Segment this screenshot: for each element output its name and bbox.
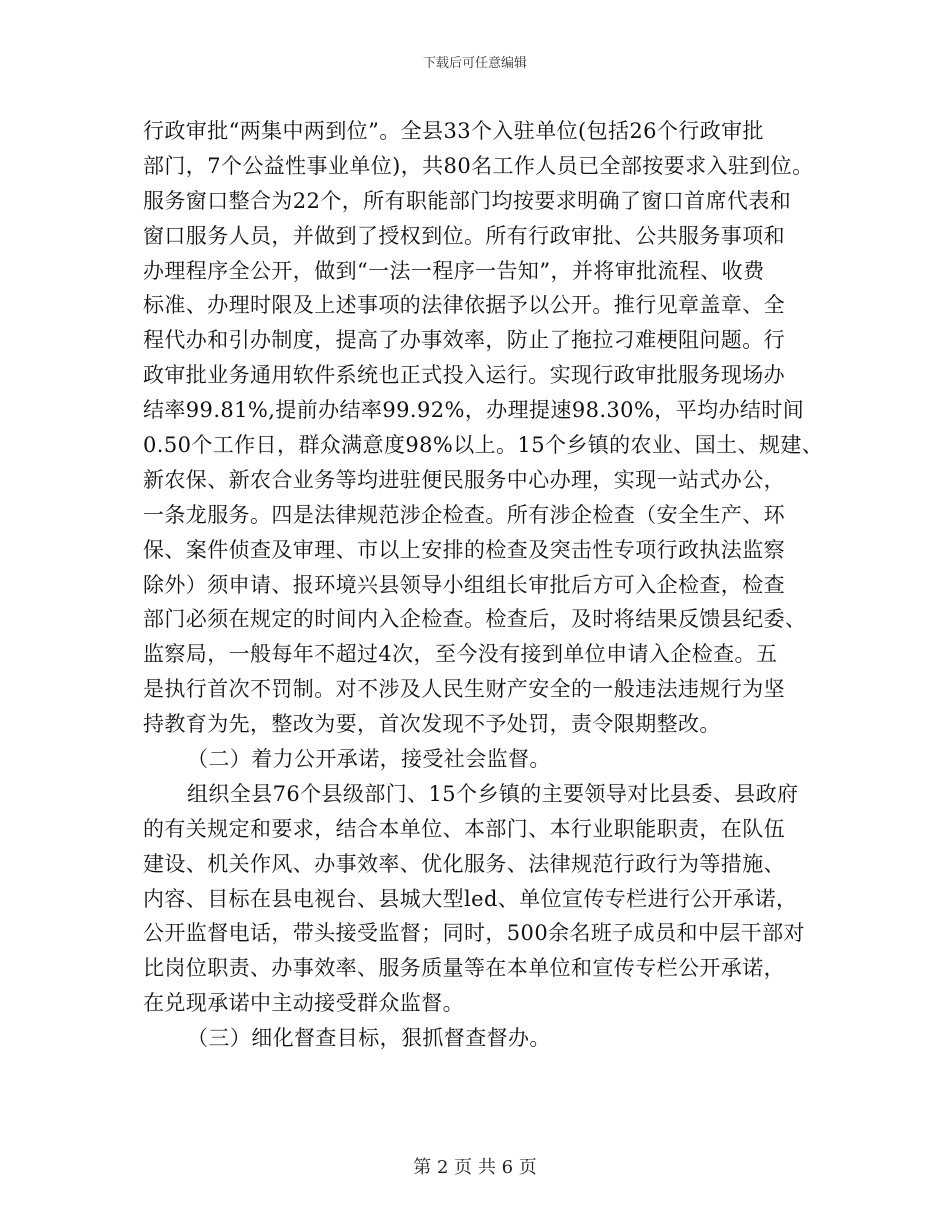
text-line: 监察局，一般每年不超过4次，至今没有接到单位申请入企检查。五 <box>143 642 778 667</box>
text-line: 窗口服务人员，并做到了授权到位。所有行政审批、公共服务事项和 <box>143 223 785 248</box>
page-footer: 第 2 页 共 6 页 <box>413 1157 537 1178</box>
section-heading: （二）着力公开承诺，接受社会监督。 <box>187 747 551 772</box>
document-body <box>143 114 823 1056</box>
text-line: 程代办和引办制度，提高了办事效率，防止了拖拉刁难梗阻问题。行 <box>143 328 785 353</box>
text-line: 比岗位职责、办事效率、服务质量等在本单位和宣传专栏公开承诺， <box>143 956 785 981</box>
text-line: 是执行首次不罚制。对不涉及人民生财产安全的一般违法违规行为坚 <box>143 677 785 702</box>
text-line: 结率99.81%,提前办结率99.92%，办理提速98.30%，平均办结时间 <box>143 398 805 423</box>
text-line: 部门，7个公益性事业单位)，共80名工作人员已全部按要求入驻到位。 <box>143 153 814 178</box>
text-line: 标准、办理时限及上述事项的法律依据予以公开。推行见章盖章、全 <box>143 293 785 318</box>
paragraph-first-line: 组织全县76个县级部门、15个乡镇的主要领导对比县委、县政府 <box>187 781 799 806</box>
text-line: 建设、机关作风、办事效率、优化服务、法律规范行政行为等措施、 <box>143 851 785 876</box>
text-line: 部门必须在规定的时间内入企检查。检查后，及时将结果反馈县纪委、 <box>143 607 807 632</box>
text-line: 内容、目标在县电视台、县城大型led、单位宣传专栏进行公开承诺， <box>143 886 798 911</box>
text-line: 除外）须申请、报环境兴县领导小组组长审批后方可入企检查，检查 <box>143 572 785 597</box>
text-line: 新农保、新农合业务等均进驻便民服务中心办理，实现一站式办公， <box>143 467 785 492</box>
text-line: 的有关规定和要求，结合本单位、本部门、本行业职能职责，在队伍 <box>143 816 785 841</box>
text-line: 在兑现承诺中主动接受群众监督。 <box>143 991 464 1016</box>
text-line: 一条龙服务。四是法律规范涉企检查。所有涉企检查（安全生产、环 <box>143 502 785 527</box>
text-line: 公开监督电话，带头接受监督；同时，500余名班子成员和中层干部对 <box>143 921 805 946</box>
text-line: 行政审批“两集中两到位”。全县33个入驻单位(包括26个行政审批 <box>143 119 764 143</box>
text-line: 持教育为先，整改为要，首次发现不予处罚，责令限期整改。 <box>143 712 721 737</box>
text-line: 服务窗口整合为22个，所有职能部门均按要求明确了窗口首席代表和 <box>143 188 792 213</box>
text-line: 办理程序全公开，做到“一法一程序一告知”，并将审批流程、收费 <box>143 258 765 283</box>
text-line: 保、案件侦查及审理、市以上安排的检查及突击性专项行政执法监察 <box>143 537 785 562</box>
text-line: 0.50个工作日，群众满意度98%以上。15个乡镇的农业、国土、规建、 <box>143 433 824 458</box>
page-header: 下载后可任意编辑 <box>422 56 527 71</box>
text-line: 政审批业务通用软件系统也正式投入运行。实现行政审批服务现场办 <box>143 363 785 388</box>
section-heading: （三）细化督查目标，狠抓督查督办。 <box>187 1026 551 1051</box>
